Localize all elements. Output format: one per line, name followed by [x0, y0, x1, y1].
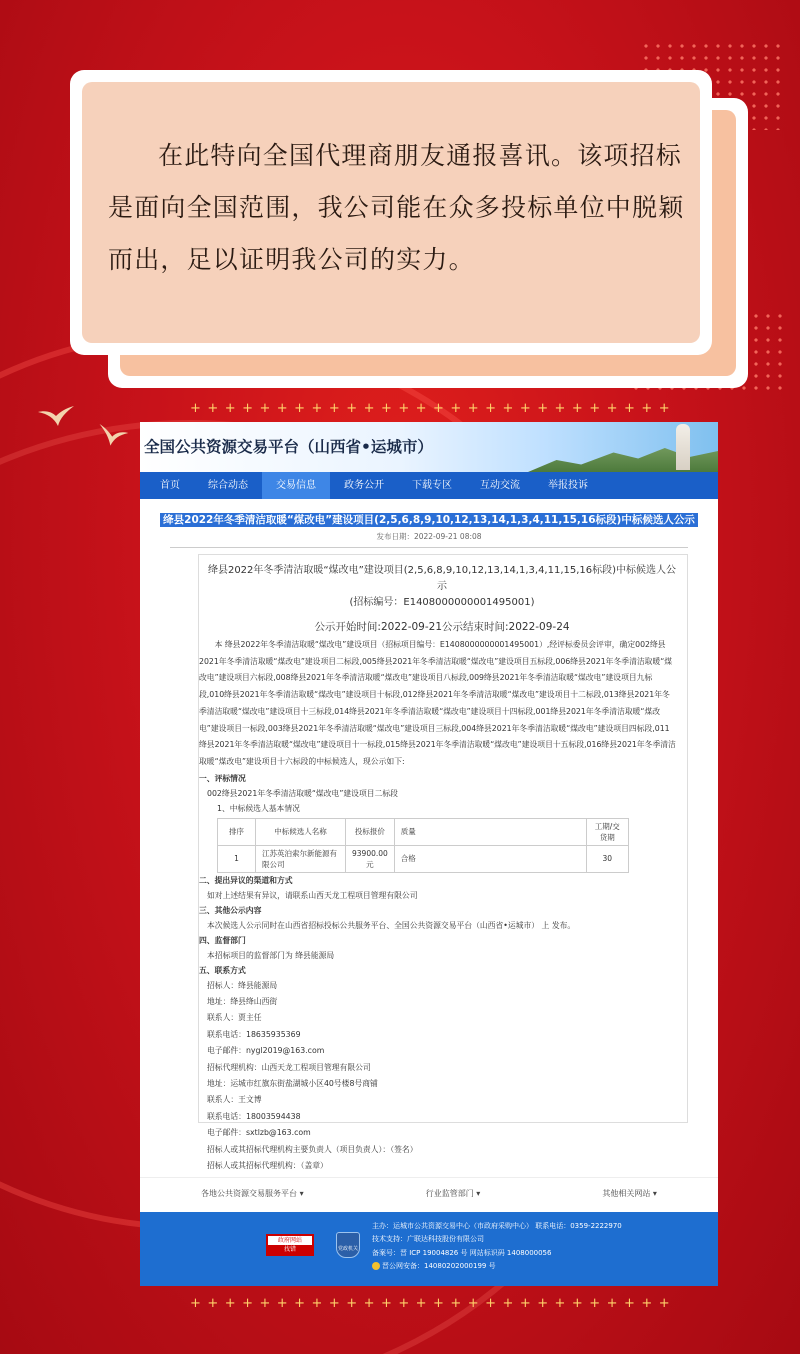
- gov-site-error-report-logo[interactable]: [266, 1234, 314, 1256]
- nav-trade-info[interactable]: 交易信息: [262, 472, 330, 499]
- chevron-down-icon: ▾: [299, 1189, 304, 1198]
- table-header: 质量: [394, 818, 586, 845]
- footer-dropdown-regulators[interactable]: [426, 1188, 481, 1199]
- section-heading: 三、其他公示内容: [199, 905, 262, 915]
- contact-line: 联系电话：18635935369: [207, 1029, 301, 1039]
- site-footer: [140, 1212, 718, 1286]
- footer-police-text: 晋公网安备：14080202000199 号: [382, 1262, 496, 1271]
- contact-line: 招标人或其招标代理机构：（盖章）: [207, 1161, 328, 1171]
- sparkle-row-bottom: + + + + + + + + + + + + + + + + + + + + + + + + + + + +: [190, 1296, 670, 1311]
- section-text: 1、中标候选人基本情况: [217, 803, 300, 813]
- nav-gov-affairs[interactable]: 政务公开: [344, 480, 384, 491]
- logo-text: 找错: [268, 1245, 312, 1254]
- section-text: 本次候选人公示同时在山西省招标投标公共服务平台、全国公共资源交易平台（山西省•运城市） 上 发布。: [207, 920, 576, 930]
- site-banner: [140, 422, 718, 472]
- chevron-down-icon: ▾: [476, 1189, 481, 1198]
- dropdown-label: 各地公共资源交易服务平台: [201, 1189, 298, 1198]
- notice-body: 本 绛县2022年冬季清洁取暖“煤改电”建设项目（招标项目编号：E1408000000001495001）,经评标委员会评审，确定002绛县2021年冬季清洁取暖“煤改电”建设项目二标段,005绛县2021年冬季清洁取暖“煤改电”建设项目五标段,006绛县2021年冬季清洁取暖“煤改电”建设项目六标段,008绛县2021年冬季清洁取暖“煤改电”建设项目八标段,009绛县2021年冬季清洁取暖“煤改电”建设项目九标段,010绛县2021年冬季清洁取暖“煤改电”建设项目十标段,012绛县2021年冬季清洁取暖“煤改电”建设项目十二标段,013绛县2021年冬季清洁取暖“煤改电”建设项目十三标段,014绛县2021年冬季清洁取暖“煤改电”建设项目十四标段,001绛县2021年冬季清洁取暖“煤改电”建设项目一标段,003绛县2021年冬季清洁取暖“煤改电”建设项目三标段,004绛县2021年冬季清洁取暖“煤改电”建设项目四标段,011绛县2021年冬季清洁取暖“煤改电”建设项目十一标段,015绛县2021年冬季清洁取暖“煤改电”建设项目十五标段,016绛县2021年冬季清洁取暖“煤改电”建设项目十六标段的中标候选人，现公示如下:: [199, 640, 676, 766]
- publish-date: 发布日期：2022-09-21 08:08: [376, 532, 482, 541]
- contact-line: 地址：运城市红旗东街盐湖城小区40号楼8号商铺: [207, 1079, 378, 1089]
- footer-tech: 技术支持：广联达科技股份有限公司: [372, 1235, 484, 1244]
- bird-icon: [96, 415, 132, 460]
- tender-number: (招标编号：E1408000000001495001): [349, 597, 535, 608]
- website-screenshot: [140, 422, 718, 1286]
- dropdown-label: 其他相关网站: [602, 1189, 651, 1198]
- table-header: 中标候选人名称: [256, 818, 346, 845]
- footer-info: [372, 1220, 622, 1274]
- section-text: 本招标项目的监督部门为 绛县能源局: [207, 950, 335, 960]
- announcement-text: 在此特向全国代理商朋友通报喜讯。该项招标是面向全国范围，我公司能在众多投标单位中脱颖而出，足以证明我公司的实力。: [108, 141, 685, 274]
- footer-host: 主办：运城市公共资源交易中心（市政府采购中心） 联系电话：0359-2222970: [372, 1222, 622, 1230]
- nav-interaction[interactable]: 互动交流: [480, 480, 520, 491]
- section-text: 如对上述结果有异议，请联系山西天龙工程项目管理有限公司: [207, 890, 418, 900]
- chevron-down-icon: ▾: [652, 1189, 657, 1198]
- section-heading: 二、提出异议的渠道和方式: [199, 875, 293, 885]
- contact-email[interactable]: 电子邮件：nygl2019@163.com: [207, 1046, 325, 1056]
- contact-line: 联系电话：18003594438: [207, 1111, 301, 1121]
- nav-home[interactable]: 首页: [160, 480, 180, 491]
- notice-document: [198, 554, 688, 1171]
- nav-downloads[interactable]: 下载专区: [412, 480, 452, 491]
- nav-news[interactable]: 综合动态: [208, 480, 248, 491]
- bird-icon: [36, 398, 76, 447]
- table-row: [218, 845, 629, 872]
- site-nav: [140, 472, 718, 499]
- table-cell: 1: [218, 845, 256, 872]
- notice-period: 公示开始时间:2022-09-21公示结束时间:2022-09-24: [314, 621, 570, 633]
- footer-dropdown-trading-platforms[interactable]: [201, 1188, 304, 1199]
- table-header: 投标报价: [346, 818, 395, 845]
- sparkle-row-top: + + + + + + + + + + + + + + + + + + + + + + + + + + + +: [190, 401, 670, 416]
- contact-line: 联系人：王文博: [207, 1095, 262, 1105]
- party-gov-badge-icon[interactable]: [336, 1232, 360, 1258]
- contact-email[interactable]: 电子邮件：sxtlzb@163.com: [207, 1128, 311, 1138]
- footer-police[interactable]: [372, 1260, 622, 1273]
- footer-dropdown-related-sites[interactable]: [602, 1188, 657, 1199]
- table-cell: 合格: [394, 845, 586, 872]
- pagoda-icon: [676, 424, 690, 470]
- section-heading: 一、评标情况: [199, 773, 246, 783]
- nav-complaints[interactable]: 举报投诉: [548, 480, 588, 491]
- footer-links: [140, 1177, 718, 1209]
- contact-line: 联系人：贾主任: [207, 1013, 262, 1023]
- badge-text: 党政机关: [337, 1246, 358, 1252]
- section-heading: 四、监督部门: [199, 935, 246, 945]
- contact-line: 招标人或其招标代理机构主要负责人（项目负责人）：（签名）: [207, 1144, 418, 1154]
- candidate-table: [217, 818, 629, 873]
- contact-line: 招标人：绛县能源局: [207, 980, 278, 990]
- table-cell: 江苏英泊索尔新能源有限公司: [256, 845, 346, 872]
- table-header-row: [218, 818, 629, 845]
- footer-icp[interactable]: 备案号：晋 ICP 19004826 号 网站标识码 1408000056: [372, 1248, 552, 1257]
- table-header: 工期/交货期: [586, 818, 628, 845]
- section-heading: 五、联系方式: [199, 965, 246, 975]
- section-text: 002绛县2021年冬季清洁取暖“煤改电”建设项目二标段: [207, 788, 398, 798]
- site-title: 全国公共资源交易平台（山西省•运城市）: [144, 438, 433, 456]
- contact-line: 招标代理机构：山西天龙工程项目管理有限公司: [207, 1062, 371, 1072]
- table-header: 排序: [218, 818, 256, 845]
- document-title: 绛县2022年冬季清洁取暖“煤改电”建设项目(2,5,6,8,9,10,12,13,14,1,3,4,11,15,16标段)中标候选人公示: [207, 565, 677, 592]
- notice-headline-text: 绛县2022年冬季清洁取暖“煤改电”建设项目(2,5,6,8,9,10,12,13,14,1,3,4,11,15,16标段)中标候选人公示: [160, 513, 698, 527]
- table-cell: 93900.00元: [346, 845, 395, 872]
- dropdown-label: 行业监管部门: [425, 1189, 474, 1198]
- notice-headline: [140, 512, 718, 527]
- logo-text: 政府网站: [277, 1237, 302, 1244]
- announcement-card-body: [82, 82, 700, 343]
- divider: [170, 547, 688, 548]
- table-cell: 30: [586, 845, 628, 872]
- contact-line: 地址：绛县绛山西街: [207, 997, 278, 1007]
- police-badge-icon: [372, 1262, 380, 1270]
